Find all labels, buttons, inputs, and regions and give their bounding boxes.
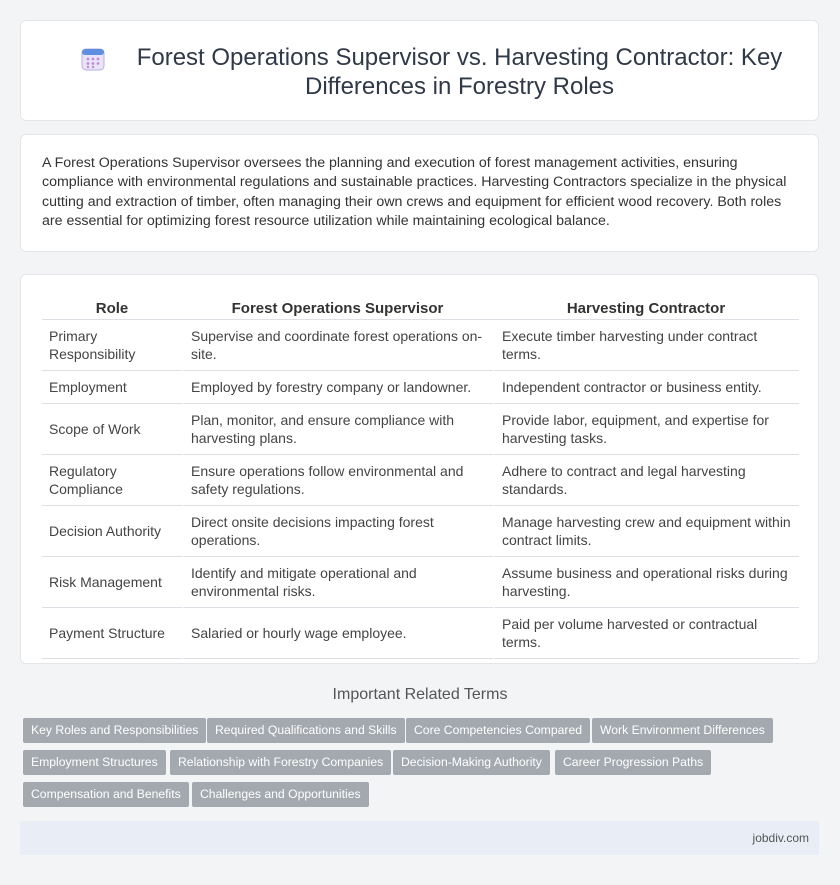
- contractor-cell: Assume business and operational risks during harvesting.: [493, 557, 799, 608]
- page-title: Forest Operations Supervisor vs. Harvesting Contractor: Key Differences in Forestry Roles: [136, 44, 783, 100]
- contractor-cell: Execute timber harvesting under contract terms.: [493, 320, 799, 371]
- supervisor-cell: Salaried or hourly wage employee.: [182, 608, 493, 659]
- supervisor-cell: Ensure operations follow environmental and safety regulations.: [182, 455, 493, 506]
- row-label: Regulatory Compliance: [42, 455, 182, 506]
- tag-decision-making[interactable]: Decision-Making Authority: [393, 750, 550, 775]
- related-terms-title: Important Related Terms: [332, 686, 508, 703]
- tag-core-competencies[interactable]: Core Competencies Compared: [406, 718, 590, 743]
- tag-employment-structures[interactable]: Employment Structures: [23, 750, 166, 775]
- intro-paragraph: A Forest Operations Supervisor oversees the planning and execution of forest management activities, ensuring compliance with environmental regulations and sustainable practices. Harvesting Contractors specialize in the physical cutting and extraction of timber, often managing their own crews and equipment for efficient wood recovery. Both roles are essential for optimizing forest resource utilization while maintaining ecological balance.: [42, 155, 787, 230]
- contractor-cell: Provide labor, equipment, and expertise for harvesting tasks.: [493, 404, 799, 455]
- row-label: Risk Management: [42, 557, 182, 608]
- tag-career-progression[interactable]: Career Progression Paths: [555, 750, 711, 775]
- contractor-cell: Manage harvesting crew and equipment within contract limits.: [493, 506, 799, 557]
- contractor-cell: Independent contractor or business entity.: [493, 371, 799, 404]
- header-supervisor: Forest Operations Supervisor: [182, 295, 493, 320]
- row-label: Employment: [42, 371, 182, 404]
- header-contractor: Harvesting Contractor: [493, 295, 799, 320]
- table-row: [42, 608, 799, 659]
- tag-qualifications[interactable]: Required Qualifications and Skills: [207, 718, 405, 743]
- tag-compensation[interactable]: Compensation and Benefits: [23, 782, 189, 807]
- tag-work-environment[interactable]: Work Environment Differences: [592, 718, 773, 743]
- intro-card: [20, 134, 819, 252]
- table-row: [42, 557, 799, 608]
- contractor-cell: Adhere to contract and legal harvesting standards.: [493, 455, 799, 506]
- table-row: [42, 320, 799, 371]
- supervisor-cell: Employed by forestry company or landowner.: [182, 371, 493, 404]
- table-row: [42, 506, 799, 557]
- supervisor-cell: Supervise and coordinate forest operations on-site.: [182, 320, 493, 371]
- row-label: Decision Authority: [42, 506, 182, 557]
- tag-key-roles[interactable]: Key Roles and Responsibilities: [23, 718, 206, 743]
- header-card: [20, 20, 819, 121]
- tag-challenges[interactable]: Challenges and Opportunities: [192, 782, 369, 807]
- row-label: Primary Responsibility: [42, 320, 182, 371]
- tag-forestry-companies[interactable]: Relationship with Forestry Companies: [170, 750, 391, 775]
- table-row: [42, 455, 799, 506]
- row-label: Scope of Work: [42, 404, 182, 455]
- footer-site[interactable]: jobdiv.com: [752, 831, 809, 845]
- footer: [20, 821, 819, 855]
- table-header-row: [42, 295, 799, 320]
- supervisor-cell: Plan, monitor, and ensure compliance with harvesting plans.: [182, 404, 493, 455]
- comparison-table: [42, 295, 799, 659]
- contractor-cell: Paid per volume harvested or contractual terms.: [493, 608, 799, 659]
- table-row: [42, 404, 799, 455]
- supervisor-cell: Direct onsite decisions impacting forest operations.: [182, 506, 493, 557]
- table-row: [42, 371, 799, 404]
- supervisor-cell: Identify and mitigate operational and environmental risks.: [182, 557, 493, 608]
- header-role: Role: [42, 295, 182, 320]
- comparison-card: [20, 274, 819, 664]
- row-label: Payment Structure: [42, 608, 182, 659]
